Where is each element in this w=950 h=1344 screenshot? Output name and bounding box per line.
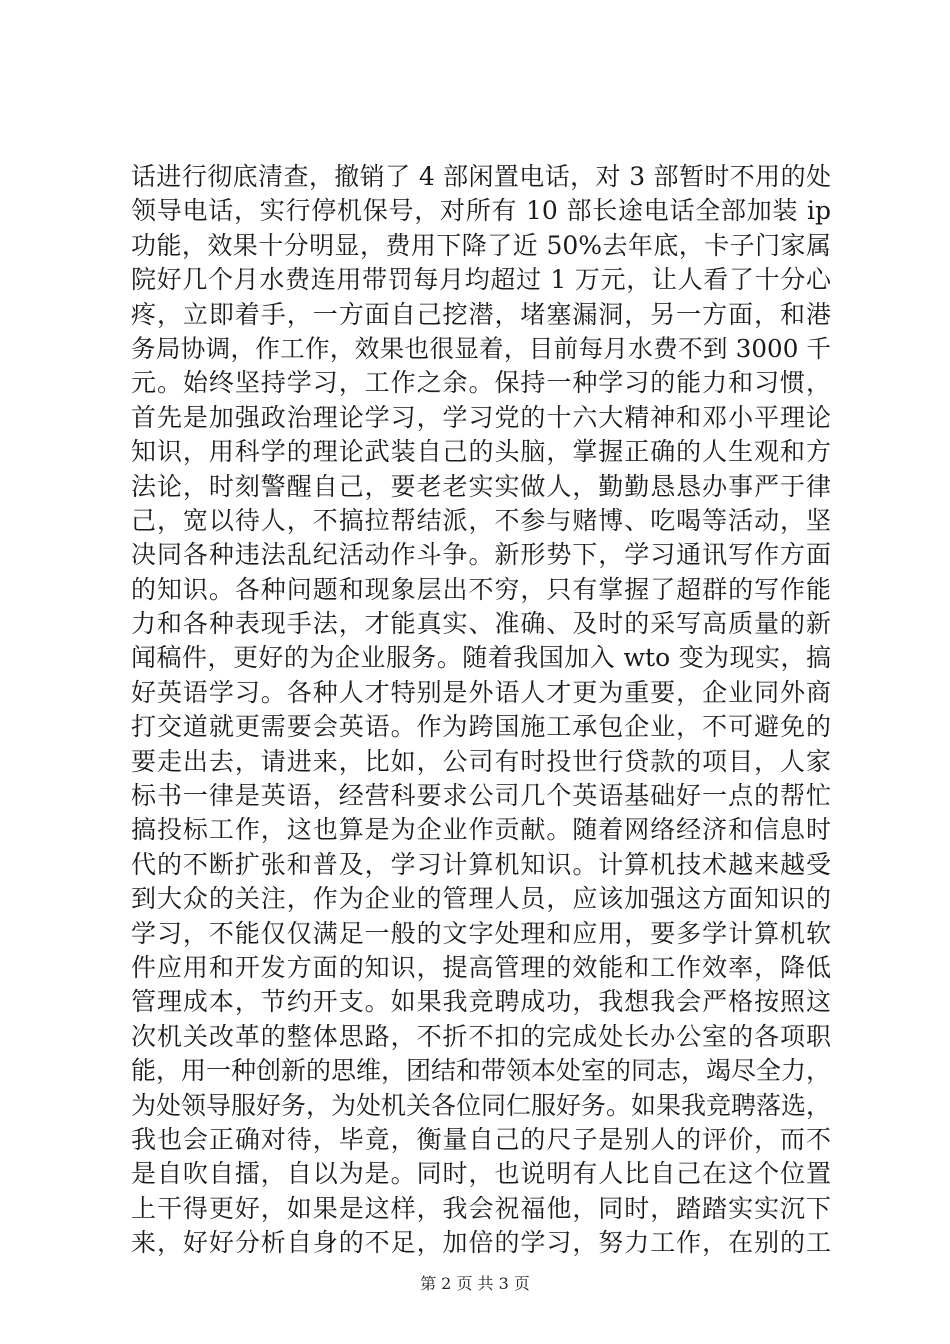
text-line: 为处领导服好务，为处机关各位同仁服好务。如果我竞聘落选， <box>131 1090 832 1120</box>
text-line: 知识，用科学的理论武装自己的头脑，掌握正确的人生观和方 <box>131 437 831 467</box>
text-line: 己，宽以待人，不搞拉帮结派，不参与赌博、吃喝等活动，坚 <box>131 505 831 535</box>
text-line: 管理成本，节约开支。如果我竞聘成功，我想我会严格按照这 <box>131 987 831 1017</box>
text-line: 搞投标工作，这也算是为企业作贡献。随着网络经济和信息时 <box>131 815 831 845</box>
text-line: 话进行彻底清查，撤销了 4 部闲置电话，对 3 部暂时不用的处 <box>131 162 831 191</box>
text-line: 能，用一种创新的思维，团结和带领本处室的同志，竭尽全力， <box>131 1056 832 1086</box>
text-line: 我也会正确对待，毕竟，衡量自己的尺子是别人的评价，而不 <box>131 1124 831 1154</box>
text-line: 是自吹自擂，自以为是。同时，也说明有人比自己在这个位置 <box>131 1159 831 1189</box>
text-line: 领导电话，实行停机保号，对所有 10 部长途电话全部加装 ip <box>131 196 831 226</box>
text-line: 闻稿件，更好的为企业服务。随着我国加入 wto 变为现实，搞 <box>131 643 831 673</box>
text-line: 决同各种违法乱纪活动作斗争。新形势下，学习通讯写作方面 <box>131 540 831 570</box>
text-line: 来，好好分析自身的不足，加倍的学习，努力工作，在别的工 <box>131 1228 831 1258</box>
text-line: 元。始终坚持学习，工作之余。保持一种学习的能力和习惯， <box>131 368 831 398</box>
text-line: 代的不断扩张和普及，学习计算机知识。计算机技术越来越受 <box>131 849 831 879</box>
text-line: 首先是加强政治理论学习，学习党的十六大精神和邓小平理论 <box>131 402 831 432</box>
text-line: 功能，效果十分明显，费用下降了近 50%去年底，卡子门家属 <box>131 230 831 260</box>
text-line: 打交道就更需要会英语。作为跨国施工承包企业，不可避免的 <box>131 712 831 742</box>
text-line: 法论，时刻警醒自己，要老老实实做人，勤勤恳恳办事严于律 <box>131 471 831 501</box>
text-line: 学习，不能仅仅满足一般的文字处理和应用，要多学计算机软 <box>131 918 831 948</box>
text-line: 好英语学习。各种人才特别是外语人才更为重要，企业同外商 <box>131 677 831 707</box>
text-line: 力和各种表现手法，才能真实、准确、及时的采写高质量的新 <box>131 609 831 639</box>
page-number-footer: 第 2 页 共 3 页 <box>420 1274 530 1293</box>
text-line: 院好几个月水费连用带罚每月均超过 1 万元，让人看了十分心 <box>131 265 831 295</box>
text-line: 次机关改革的整体思路，不折不扣的完成处长办公室的各项职 <box>131 1021 831 1051</box>
text-line: 上干得更好，如果是这样，我会祝福他，同时，踏踏实实沉下 <box>131 1193 831 1223</box>
text-line: 标书一律是英语，经营科要求公司几个英语基础好一点的帮忙 <box>131 781 831 811</box>
text-line: 件应用和开发方面的知识，提高管理的效能和工作效率，降低 <box>131 952 831 982</box>
text-line: 到大众的关注，作为企业的管理人员，应该加强这方面知识的 <box>131 884 831 914</box>
body-text <box>131 160 831 1261</box>
text-line: 的知识。各种问题和现象层出不穷，只有掌握了超群的写作能 <box>131 574 831 604</box>
text-line: 要走出去，请进来，比如，公司有时投世行贷款的项目，人家 <box>131 746 831 776</box>
text-line: 疼，立即着手，一方面自己挖潜，堵塞漏洞，另一方面，和港 <box>131 299 831 329</box>
text-line: 务局协调，作工作，效果也很显着，目前每月水费不到 3000 千 <box>131 333 831 363</box>
